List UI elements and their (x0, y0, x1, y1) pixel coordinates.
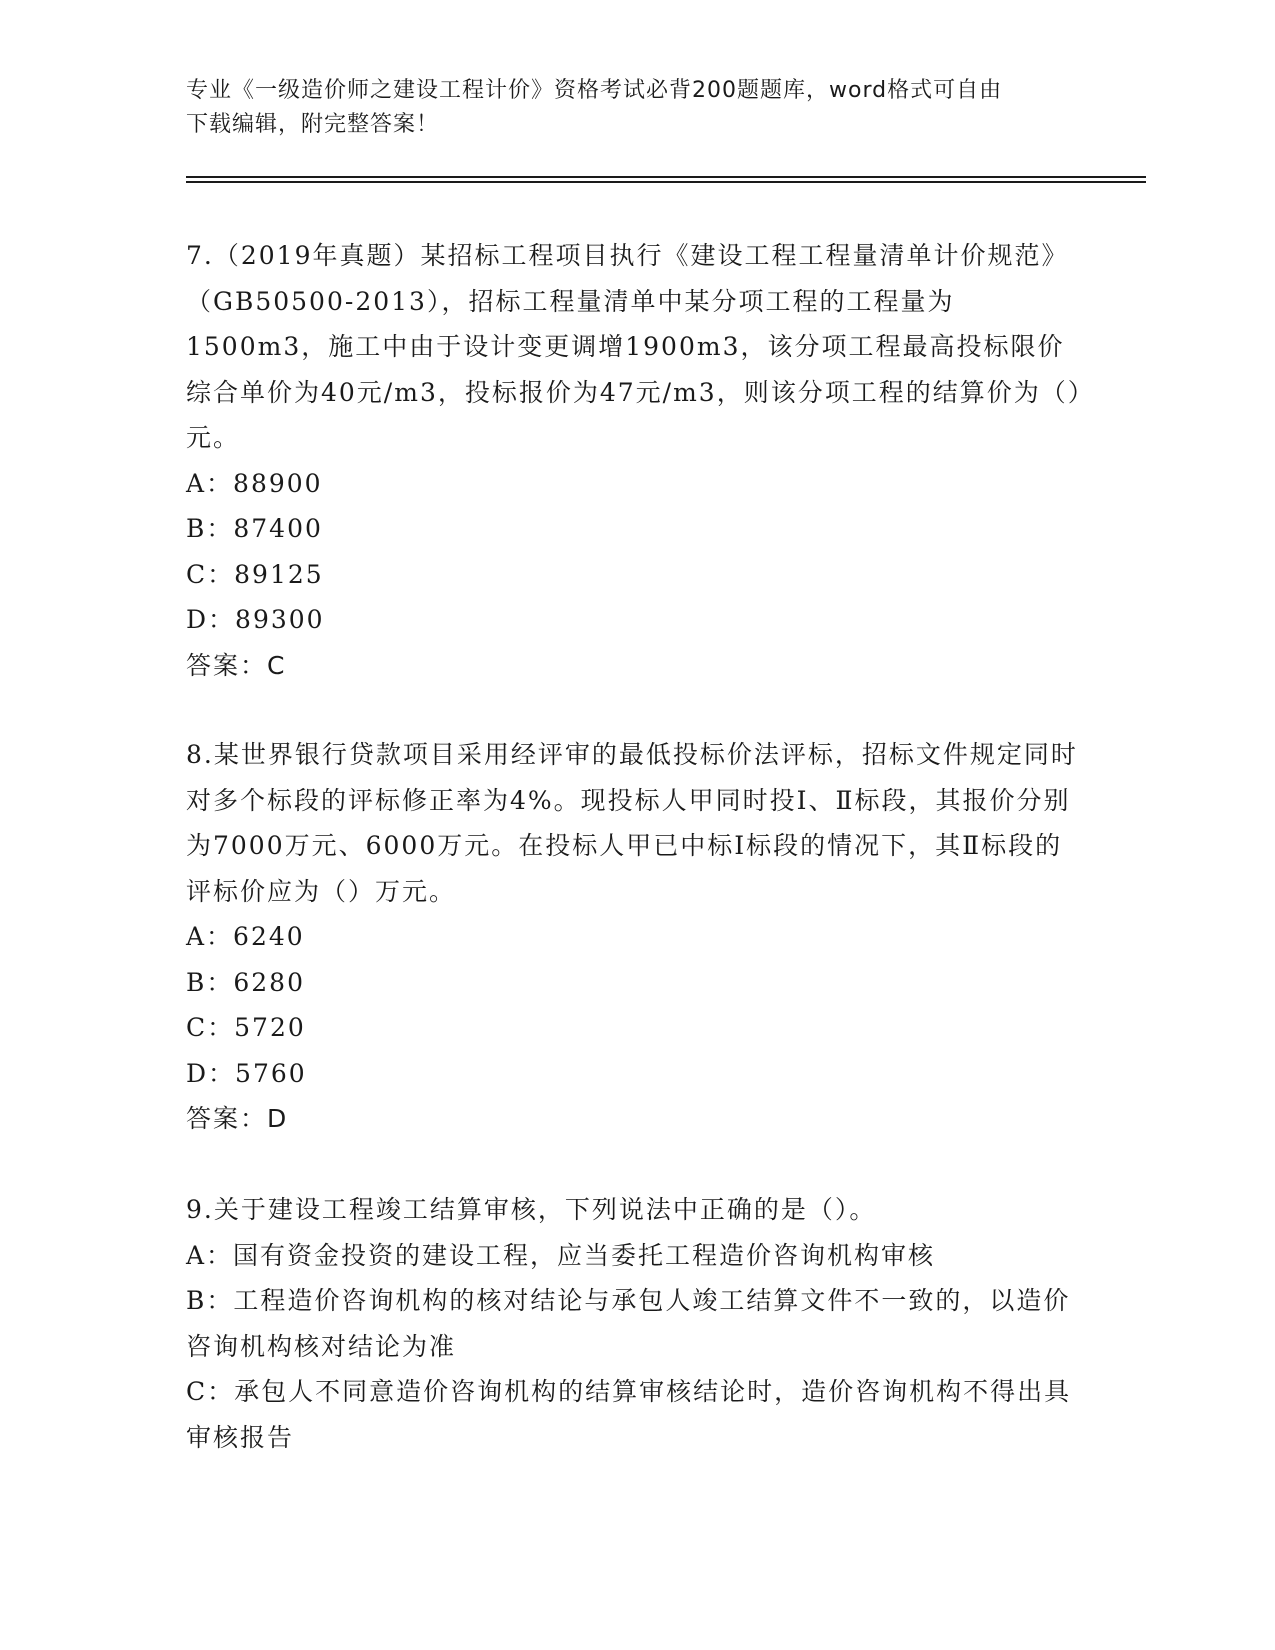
option-b: B：87400 (186, 514, 323, 543)
answer-line: 答案：C (186, 650, 287, 680)
option-d: D：5760 (186, 1058, 307, 1088)
option-c: C：89125 (186, 559, 324, 589)
question-9 (186, 1187, 1086, 1460)
header-divider-top (186, 176, 1146, 178)
header-line-2: 下载编辑，附完整答案！ (186, 112, 440, 137)
question-stem: 8.某世界银行贷款项目采用经评审的最低投标价法评标，招标文件规定同时对多个标段的评标修正率为4%。现投标人甲同时投Ⅰ、Ⅱ标段，其报价分别为7000万元、6000万元。在投标人甲已中标Ⅰ标段的情况下，其Ⅱ标段的评标价应为（）万元。 (186, 740, 1078, 906)
question-stem: 9.关于建设工程竣工结算审核，下列说法中正确的是（）。 (186, 1195, 877, 1224)
question-7 (186, 233, 1086, 688)
option-c: C：承包人不同意造价咨询机构的结算审核结论时，造价咨询机构不得出具审核报告 (186, 1377, 1072, 1452)
document-header (186, 74, 1086, 142)
option-b: B：工程造价咨询机构的核对结论与承包人竣工结算文件不一致的，以造价咨询机构核对结论为准 (186, 1286, 1071, 1361)
option-a: A：6240 (186, 922, 305, 951)
question-stem: 7.（2019年真题）某招标工程项目执行《建设工程工程量清单计价规范》（GB50500-2013），招标工程量清单中某分项工程的工程量为1500m3，施工中由于设计变更调增1900m3，该分项工程最高投标限价综合单价为40元/m3，投标报价为47元/m3，则该分项工程的结算价为（）元。 (186, 241, 1083, 452)
question-8 (186, 732, 1086, 1142)
option-a: A：88900 (186, 468, 323, 498)
option-c: C：5720 (186, 1013, 306, 1042)
option-b: B：6280 (186, 967, 305, 997)
header-divider-bottom (186, 181, 1146, 183)
answer-line: 答案：D (186, 1104, 289, 1133)
option-d: D：89300 (186, 605, 325, 634)
option-a: A：国有资金投资的建设工程，应当委托工程造价咨询机构审核 (186, 1240, 936, 1270)
header-line-1: 专业《一级造价师之建设工程计价》资格考试必背200题题库，word格式可自由 (186, 78, 1003, 103)
